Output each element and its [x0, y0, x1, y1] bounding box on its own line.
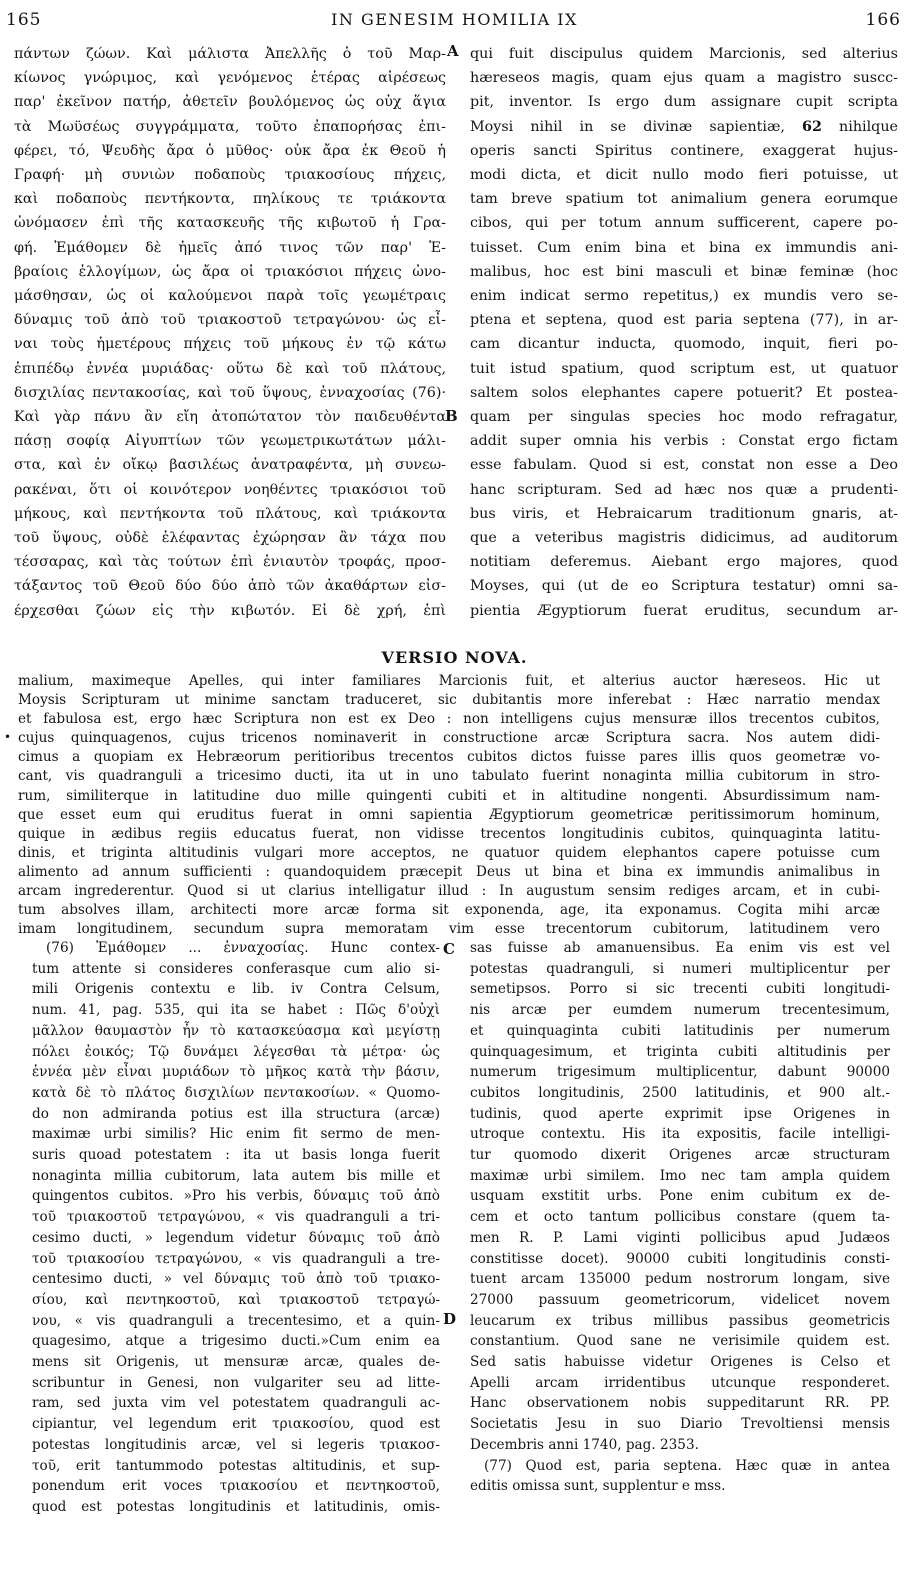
footnote-line: (77) Quod est, paria septena. Hæc quæ in antea [484, 1457, 890, 1474]
latin-text-line: modi dicta, et dicit nullo modo fieri potuisse, ut [470, 167, 898, 184]
footnote-line: quinquagesimum, et triginta cubiti altitudinis per [470, 1043, 890, 1060]
greek-text-line: στα, καὶ ἐν οἴκῳ βασιλέως ἀνατραφέντα, μὴ συνεω- [14, 457, 446, 474]
latin-text-line: hanc scripturam. Sed ad hæc nos quæ a prudenti- [470, 481, 898, 498]
footnote-line: mili Origenis contextu e lib. iv Contra Celsum, [32, 981, 440, 998]
footnote-line: num. 41, pag. 535, qui ita se habet : Πῶς δ'οὐχὶ [32, 1002, 440, 1019]
footnote-line: tur quomodo dixerit Origenes arcæ structuram [470, 1147, 890, 1164]
versio-text-line: rum, similiterque in latitudine duo mille quingenti cubiti et in altitudine nongenti. Absurdissimum nam- [18, 787, 880, 804]
footnote-line: νου, « vis quadranguli a trecentesimo, et a quin- [32, 1312, 440, 1329]
footnote-line: cem et octo tantum pollicibus constare (quem ta- [470, 1209, 890, 1226]
footnote-line: Apelli arcam irridentibus utcunque responderet. [470, 1374, 890, 1391]
latin-text-line: qui fuit discipulus quidem Marcionis, sed alterius [470, 46, 898, 62]
greek-text-line: Καὶ γὰρ πάνυ ἂν εἴη ἀτοπώτατον τὸν παιδευθέντα [14, 409, 446, 426]
latin-text-line: quam per singulas species hoc modo refragatur, [470, 409, 898, 426]
footnote-line: tudinis, quod aperte exprimit ipse Origenes in [470, 1105, 890, 1122]
versio-text-line: Moysis Scripturam ut minime sanctam traduceret, sic dubitantis more inferebat : Hæc narratio mendax [18, 692, 880, 709]
running-title: IN GENESIM HOMILIA IX [331, 10, 578, 29]
greek-text-line: δύναμις τοῦ ἀπὸ τοῦ τριακοστοῦ τετραγώνου· ὡς εἶ- [14, 312, 446, 329]
footnote-line: κατὰ δὲ τὸ πλάτος δισχιλίων πεντακοσίων. « Quomo- [32, 1084, 440, 1101]
footnote-line: Hanc observationem nobis suppeditarunt RR. PP. [470, 1395, 890, 1412]
latin-text-line: notitiam deferemus. Aiebant ergo majores, quod [470, 554, 898, 571]
page-number-right: 166 [865, 10, 901, 30]
latin-text-line: esse fabulam. Quod si est, constat non esse a Deo [470, 457, 898, 474]
footnote-line: Decembris anni 1740, pag. 2353. [470, 1436, 699, 1453]
greek-text-line: έρχεσθαι ζώων εἰς τὴν κιβωτόν. Εἰ δὲ χρή, ἐπὶ [14, 602, 446, 619]
footnote-line: men R. P. Lami viginti pollicibus apud Judæos [470, 1229, 890, 1246]
latin-text-line: cam dicantur inducta, quomodo, inquit, fieri po- [470, 336, 898, 353]
latin-text-line: bus viris, et Hebraicarum traditionum gnaris, at- [470, 505, 898, 522]
latin-text-line: Moysi nihil in se divinæ sapientiæ, 62 nihilque [470, 118, 898, 135]
versio-text-line: que esset eum qui eruditus fuerat in omni sapientia Ægyptiorum geometricæ peritissimorum hominum, [18, 806, 880, 823]
page-number-left: 165 [6, 10, 42, 30]
greek-text-line: πάσῃ σοφίᾳ Αἰγυπτίων τῶν γεωμετρικωτάτων μάλι- [14, 433, 446, 450]
footnote-line: cubitos longitudinis, 2500 latitudinis, et 900 alt.- [470, 1084, 890, 1101]
footnote-line: πόλει ἐοικός; Τῷ δυνάμει λέγεσθαι τὰ μέτρα· ὡς [32, 1043, 440, 1060]
latin-text-line: malibus, hoc est bini masculi et binæ feminæ (hoc [470, 263, 898, 280]
greek-text-line: κίωνος γνώριμος, καὶ γενόμενος ἑτέρας αἱρέσεως [14, 70, 446, 87]
footnote-line: tum attente si consideres conferasque cum alio si- [32, 960, 440, 977]
versio-text-line: arcam ingrederentur. Quod si ut clarius intelligatur illud : In augustum sensim rediges arcam, et in cubi- [18, 883, 880, 900]
footnote-line: maximæ urbi similem. Imo nec tam ampla quidem [470, 1167, 890, 1184]
greek-text-line: ἐπιπέδῳ ἐννέα μυριάδας· οὕτω δὲ καὶ τοῦ πλάτους, [14, 360, 446, 377]
footnote-line: τοῦ τριακοσίου τετραγώνου, « vis quadranguli a tre- [32, 1250, 440, 1267]
versio-nova-heading: VERSIO NOVA. [381, 648, 528, 667]
footnote-line: cesimo ducti, » legendum videtur δύναμις τοῦ ἀπὸ [32, 1229, 440, 1246]
latin-text-line: pientia Ægyptiorum fuerat eruditus, secundum ar- [470, 602, 898, 619]
footnote-line: editis omissa sunt, supplentur e mss. [470, 1478, 726, 1495]
versio-text-line: cant, vis quadranguli a tricesimo ducti, ita ut in uno tabulato fuerint nonaginta millia cubitorum in stro- [18, 768, 880, 785]
footnote-line: cipiantur, vel legendum erit τριακοσίου, quod est [32, 1416, 440, 1433]
latin-text-line: ptena et septena, quod est paria septena (77), in ar- [470, 312, 898, 329]
footnote-line: quingentos cubitos. »Pro his verbis, δύναμις τοῦ ἀπὸ [32, 1188, 440, 1205]
footnote-line: ponendum erit voces τριακοσίου et πεντηκοστοῦ, [32, 1478, 440, 1495]
footnote-line: tuent arcam 135000 pedum nostrorum longam, sive [470, 1271, 890, 1288]
margin-marker-a: A [447, 42, 459, 60]
greek-text-line: φέρει, τό, Ψευδὴς ἄρα ὁ μῦθος· οὐκ ἄρα ἐκ Θεοῦ ἡ [14, 142, 446, 159]
greek-text-line: τάξαντος τοῦ Θεοῦ δύο δύο ἀπὸ τῶν ἀκαθάρτων εἰσ- [14, 578, 446, 595]
latin-text-column [470, 42, 898, 623]
greek-text-line: μάσθησαν, ὡς οἱ καλούμενοι παρὰ τοῖς γεωμέτραις [14, 288, 446, 305]
column-number-62: 62 [802, 118, 822, 135]
footnote-line: potestas longitudinis arcæ, vel si legeris τριακοσ- [32, 1436, 440, 1453]
footnote-line: constantium. Quod sane ne verisimile quidem est. [470, 1333, 890, 1350]
footnote-line: potestas quadranguli, si numeri multiplicentur per [470, 960, 890, 977]
latin-text-line: Moyses, qui (ut de eo Scriptura testatur) omni sa- [470, 578, 898, 595]
footnote-line: nonaginta millia cubitorum, lata autem bis mille et [32, 1167, 440, 1184]
latin-text-line: saltem solos elephantes capere potuerit? Et postea- [470, 384, 898, 401]
greek-text-line: καὶ ποδαποὺς πεντήκοντα, πηλίκους τε τριάκοντα [14, 191, 446, 208]
greek-text-line: δισχιλίας πεντακοσίας, καὶ τοῦ ὕψους, ἐνναχοσίας (76)· [14, 384, 446, 401]
greek-text-column [14, 42, 446, 623]
footnote-line: 27000 passuum geometricorum, videlicet novem [470, 1291, 890, 1308]
margin-bullet: • [4, 730, 12, 744]
versio-text-line: quique in ædibus regiis educatus fuerat, non vidisse trecentos longitudinis cubitos, quinquaginta latitu- [18, 825, 880, 842]
footnotes-left-column [32, 938, 440, 1518]
versio-text-line: malium, maximeque Apelles, qui inter familiares Marcionis fuit, et alterius auctor hæreseos. Hic ut [18, 673, 880, 689]
latin-text-line: tuisset. Cum enim bina et bina ex immundis ani- [470, 239, 898, 256]
margin-marker-c: C [443, 940, 455, 958]
greek-text-line: παρ' ἐκεῖνον πατήρ, ἀθετεῖν βουλόμενος ὡς οὐχ ἅγια [14, 94, 446, 111]
greek-text-line: Γραφή· μὴ συνιὼν ποδαποὺς τριακοσίους πήχεις, [14, 167, 446, 184]
footnote-line: Societatis Jesu in suo Diario Trevoltiensi mensis [470, 1416, 890, 1433]
greek-text-line: μήκους, καὶ πεντήκοντα τοῦ πλάτους, καὶ τριάκοντα [14, 505, 446, 522]
latin-text-line: hæreseos magis, quam ejus quam a magistro suscc- [470, 70, 898, 87]
latin-text-line: cibos, qui per totum annum sufficerent, capere po- [470, 215, 898, 232]
greek-text-line: ρακέναι, ὅτι οἱ κοινότερον νοηθέντες τριακόσιοι τοῦ [14, 481, 446, 498]
greek-text-line: βραίοις ἐλλογίμων, ὡς ἄρα οἱ τριακόσιοι πήχεις ὠνο- [14, 263, 446, 280]
versio-text-line: cimus a quopiam ex Hebræorum peritioribus trecentos cubitos dictos fuisse pares illis quos geometræ vo- [18, 749, 880, 766]
footnote-line: nis arcæ per eumdem numerum trecentesimum, [470, 1002, 890, 1019]
versio-text-line: imam longitudinem, secundum supra memoratam vim esse trecentorum cubitorum, latitudinem vero [18, 921, 880, 938]
greek-text-line: τοῦ ὕψους, οὐδὲ ἐλέφαντας ἐχώρησαν ἂν τάχα που [14, 530, 446, 547]
versio-text-line: alimento ad annum sufficienti : quandoquidem præcepit Deus ut bina et bina ex immundis animalibus in [18, 863, 880, 880]
greek-text-line: τὰ Μωϋσέως συγγράμματα, τοῦτο ἐπαπορήσας ἐπι- [14, 118, 446, 135]
footnote-line: μᾶλλον θαυμαστὸν ἦν τὸ κατασκεύασμα καὶ μεγίστῃ [32, 1022, 440, 1039]
footnote-line: semetipsos. Porro si sic trecenti cubiti longitudi- [470, 981, 890, 998]
greek-text-line: πάντων ζώων. Καὶ μάλιστα Ἀπελλῆς ὁ τοῦ Μαρ- [14, 46, 446, 62]
latin-text-line: tuit istud spatium, quod scriptum est, ut quatuor [470, 360, 898, 377]
footnote-line: τοῦ τριακοστοῦ τετραγώνου, « vis quadranguli a tri- [32, 1209, 440, 1226]
running-head [0, 10, 909, 36]
footnote-line: leucarum ex tribus millibus passibus geometricis [470, 1312, 890, 1329]
latin-text-line: que a veteribus magistris didicimus, ad auditorum [470, 530, 898, 547]
latin-text-line: enim indicat sermo repetitus,) ex mundis vero se- [470, 288, 898, 305]
latin-text-line: tam breve spatium tot animalium genera eorumque [470, 191, 898, 208]
versio-text-line: et fabulosa est, ergo hæc Scriptura non est ex Deo : non intelligens cujus mensuræ illos trecentos cubitos, [18, 711, 880, 728]
footnote-line: (76) Ἐμάθομεν ... ἐνναχοσίας. Hunc contex- [46, 940, 440, 956]
footnote-line: usquam exstitit urbs. Pone enim cubitum ex de- [470, 1188, 890, 1205]
footnote-line: mens sit Origenis, ut mensuræ arcæ, quales de- [32, 1354, 440, 1371]
footnote-line: quod est potestas longitudinis et latitudinis, omis- [32, 1498, 440, 1515]
margin-marker-b: B [445, 407, 458, 425]
versio-nova-text [18, 672, 880, 939]
footnote-line: et quinquaginta cubiti latitudinis per numerum [470, 1022, 890, 1039]
latin-text-line: operis sancti Spiritus continere, exaggerat hujus- [470, 142, 898, 159]
footnote-line: scribuntur in Genesi, non vulgariter seu ad litte- [32, 1374, 440, 1391]
footnote-line: constitisse docet). 90000 cubiti longitudinis consti- [470, 1250, 890, 1267]
footnote-line: σίου, καὶ πεντηκοστοῦ, καὶ τριακοστοῦ τετραγώ- [32, 1291, 440, 1308]
versio-text-line: tum absolves illam, architecti more arcæ forma sit exponenda, age, ita exponamus. Cogita mihi arcæ [18, 902, 880, 919]
footnote-line: suris quoad potestatem : ita ut basis longa fuerit [32, 1147, 440, 1164]
footnote-line: quagesimo, atque a trigesimo ducti.»Cum enim ea [32, 1333, 440, 1350]
greek-text-line: τέσσαρας, καὶ τὰς τούτων ἐπὶ ἐνιαυτὸν τροφάς, προσ- [14, 554, 446, 571]
latin-text-line: pit, inventor. Is ergo dum assignare cupit scripta [470, 94, 898, 111]
footnotes-right-column [470, 938, 890, 1497]
footnote-line: numerum trigesimum multiplicentur, dabunt 90000 [470, 1064, 890, 1081]
footnote-line: ram, sed juxta vim vel potestatem quadranguli ac- [32, 1395, 440, 1412]
greek-text-line: ναι τοὺς ἡμετέρους πήχεις τοῦ μήκους ἐν τῷ κάτω [14, 336, 446, 353]
footnote-line: maximæ urbi similis? Hic enim fit sermo de men- [32, 1126, 440, 1143]
footnote-line: do non admiranda potius est illa structura (arcæ) [32, 1105, 440, 1122]
greek-text-line: ὠνόμασεν ἐπὶ τῆς κατασκευῆς τῆς κιβωτοῦ ἡ Γρα- [14, 215, 446, 232]
versio-text-line: cujus quinquagenos, cujus tricenos nominaverit in constructione arcæ Scriptura sacra. Nos autem didi- [18, 730, 880, 747]
footnote-line: τοῦ, erit tantummodo potestas altitudinis, et sup- [32, 1457, 440, 1474]
footnote-line: Sed satis habuisse videtur Origenes is Celso et [470, 1354, 890, 1371]
footnote-line: ἐννέα μὲν εἶναι μυριάδων τὸ μῆκος κατὰ τὴν βάσιν, [32, 1064, 440, 1081]
footnote-line: centesimo ducti, » vel δύναμις τοῦ ἀπὸ τοῦ τριακο- [32, 1271, 440, 1288]
greek-text-line: φή. Ἐμάθομεν δὲ ἡμεῖς ἀπό τινος τῶν παρ' Ἑ- [14, 239, 446, 256]
footnote-line: utroque contextu. His ita expositis, facile intelligi- [470, 1126, 890, 1143]
versio-text-line: dinis, et triginta altitudinis vulgari more acceptos, ne quatuor quidem elephantos capere potuisse cum [18, 844, 880, 861]
footnote-line: sas fuisse ab amanuensibus. Ea enim vis est vel [470, 940, 890, 956]
latin-text-line: addit super omnia his verbis : Constat ergo fictam [470, 433, 898, 450]
margin-marker-d: D [443, 1310, 457, 1328]
